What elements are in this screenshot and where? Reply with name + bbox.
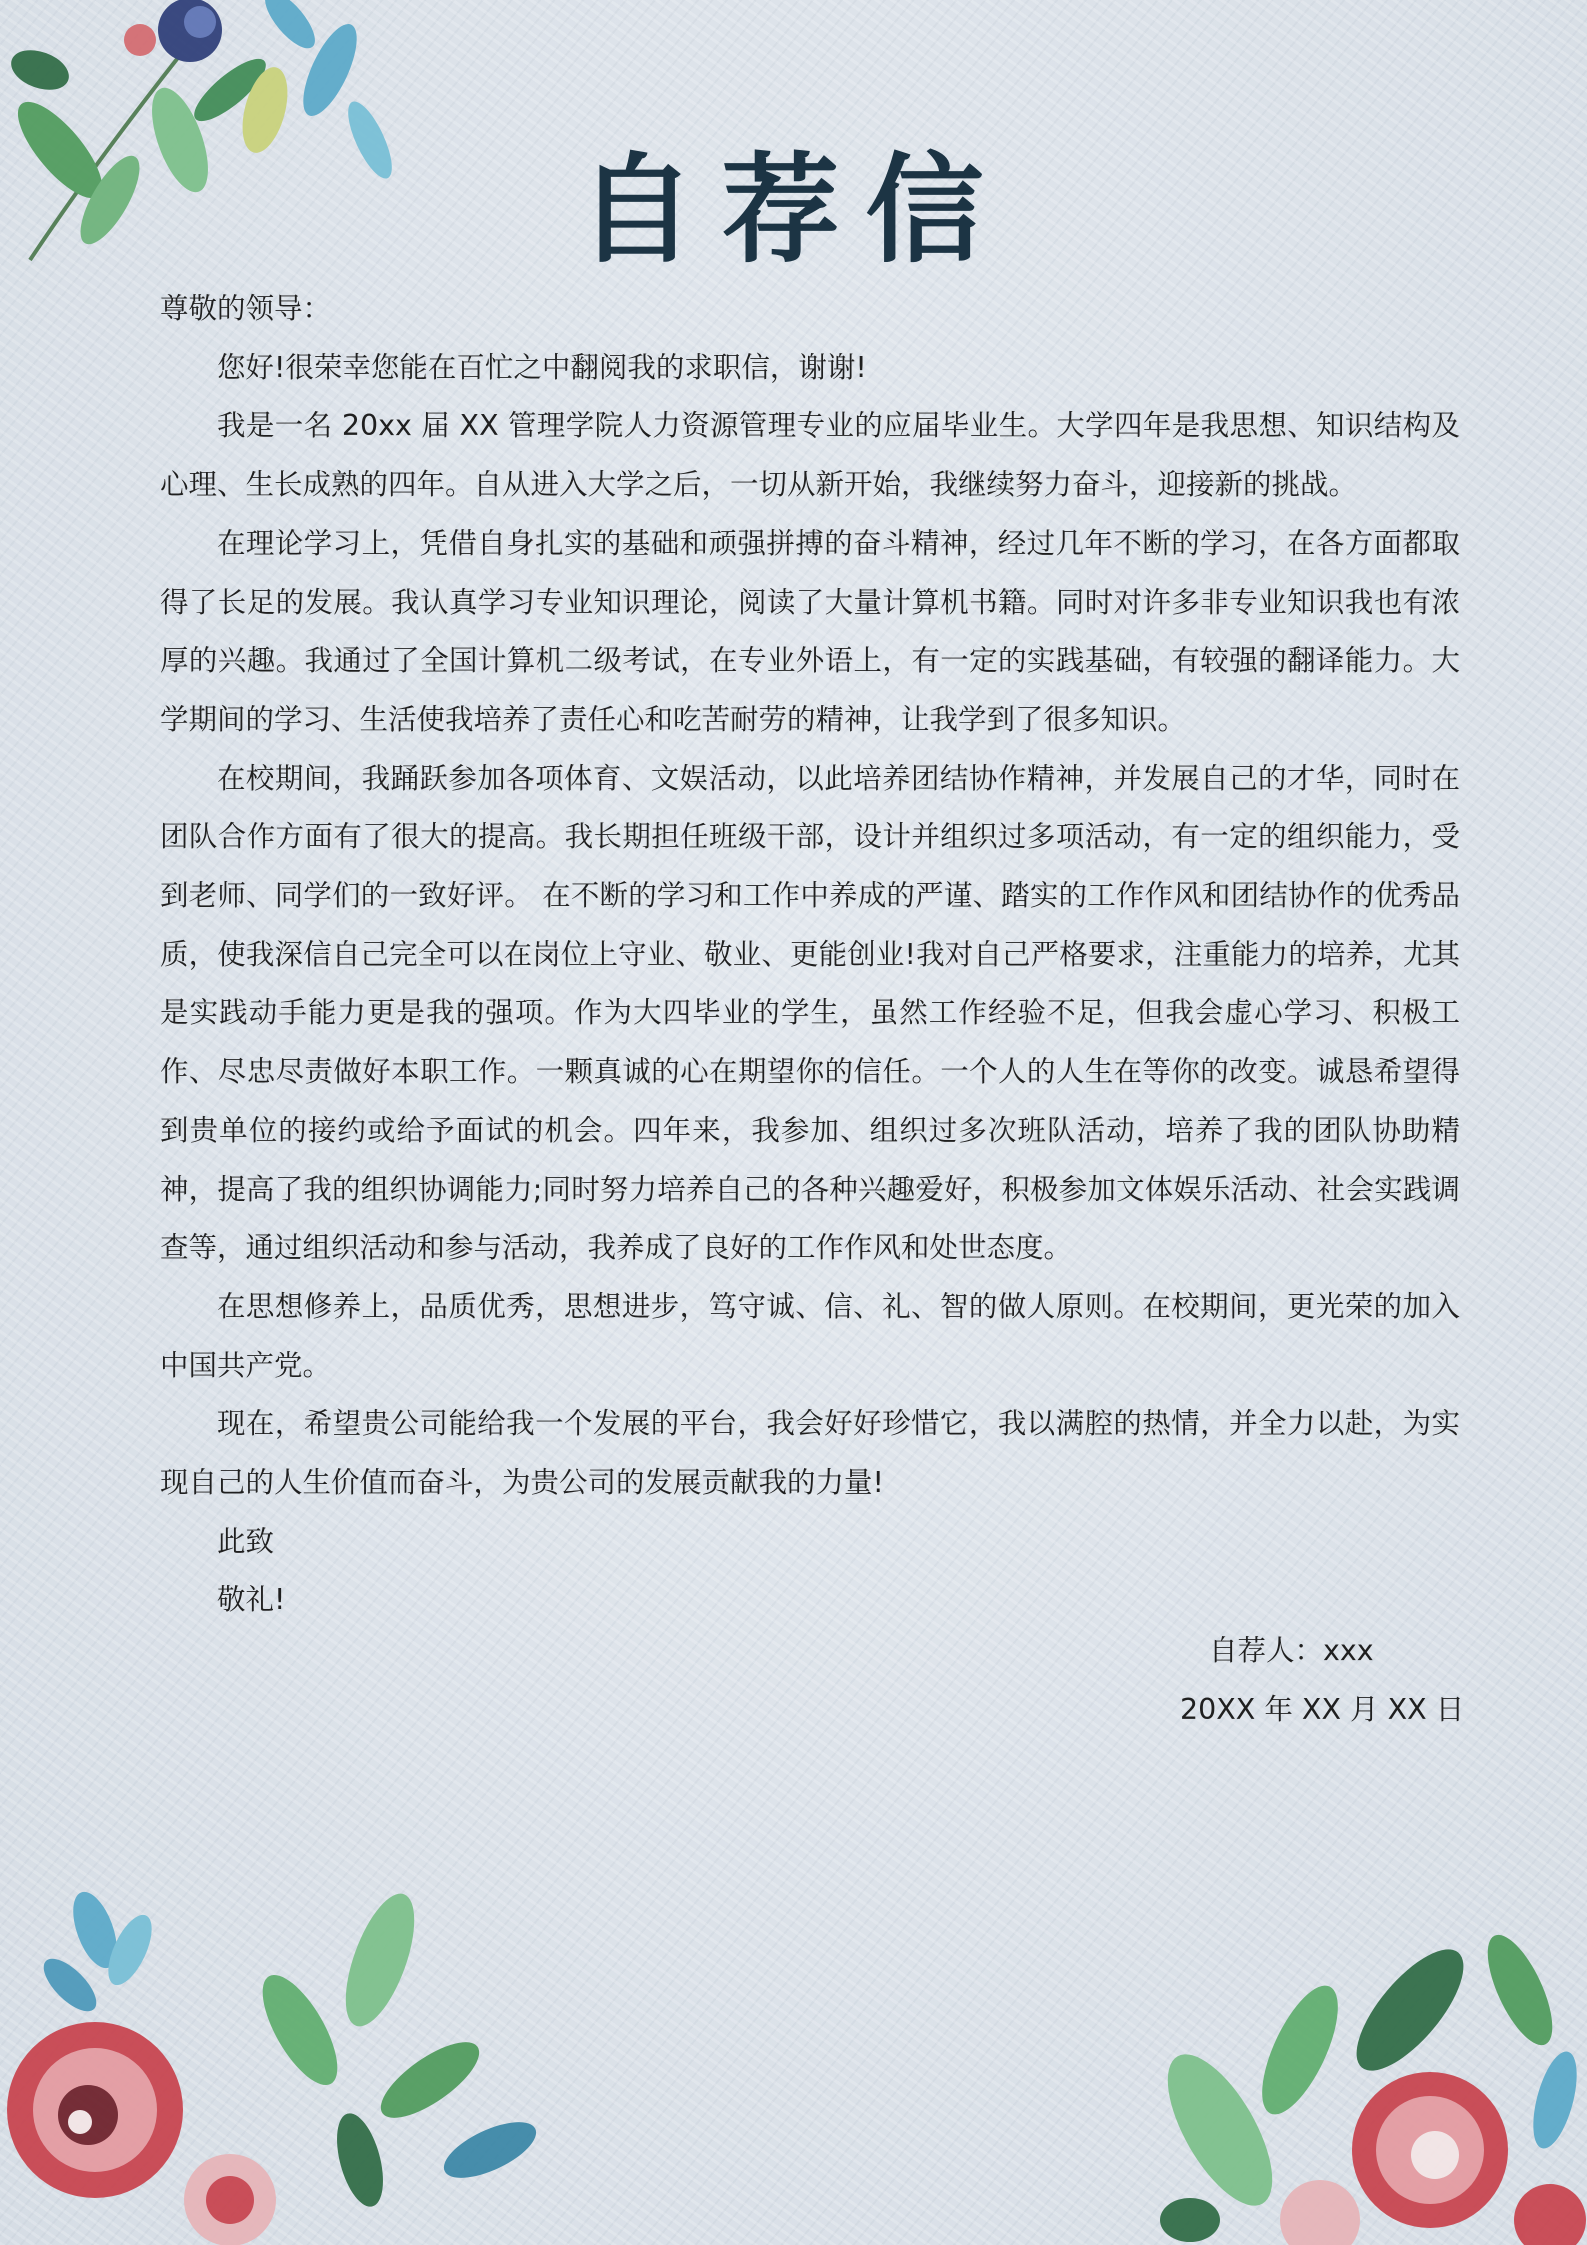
paragraph-greeting: 您好!很荣幸您能在百忙之中翻阅我的求职信，谢谢! [217, 350, 867, 384]
letter-body [160, 280, 1460, 1630]
paragraph-conclusion: 现在，希望贵公司能给我一个发展的平台，我会好好珍惜它，我以满腔的热情，并全力以赴，为实现自己的人生价值而奋斗，为贵公司的发展贡献我的力量! [160, 1407, 1460, 1500]
floral-decoration-bottom-left [0, 1890, 560, 2245]
closing-line-2: 敬礼! [217, 1583, 286, 1617]
paragraph-study: 在理论学习上，凭借自身扎实的基础和顽强拼搏的奋斗精神，经过几年不断的学习，在各方面都取得了长足的发展。我认真学习专业知识理论，阅读了大量计算机书籍。同时对许多非专业知识我也有浓厚的兴趣。我通过了全国计算机二级考试，在专业外语上，有一定的实践基础，有较强的翻译能力。大学期间的学习、生活使我培养了责任心和吃苦耐劳的精神，让我学到了很多知识。 [160, 526, 1460, 736]
closing-line-1: 此致 [217, 1524, 275, 1558]
paragraph-ideology: 在思想修养上，品质优秀，思想进步，笃守诚、信、礼、智的做人原则。在校期间，更光荣的加入中国共产党。 [160, 1289, 1460, 1382]
paragraph-intro: 我是一名 20xx 届 XX 管理学院人力资源管理专业的应届毕业生。大学四年是我思想、知识结构及心理、生长成熟的四年。自从进入大学之后，一切从新开始，我继续努力奋斗，迎接新的挑战。 [160, 409, 1460, 502]
paragraph-activities: 在校期间，我踊跃参加各项体育、文娱活动，以此培养团结协作精神，并发展自己的才华，同时在团队合作方面有了很大的提高。我长期担任班级干部，设计并组织过多项活动，有一定的组织能力，受到老师、同学们的一致好评。 在不断的学习和工作中养成的严谨、踏实的工作作风和团结协作的优秀品质，使我深信自己完全可以在岗位上守业、敬业、更能创业!我对自己严格要求，注重能力的培养，尤其是实践动手能力更是我的强项。作为大四毕业的学生，虽然工作经验不足，但我会虚心学习、积极工作、尽忠尽责做好本职工作。一颗真诚的心在期望你的信任。一个人的人生在等你的改变。诚恳希望得到贵单位的接约或给予面试的机会。四年来，我参加、组织过多次班队活动，培养了我的团队协助精神，提高了我的组织协调能力;同时努力培养自己的各种兴趣爱好，积极参加文体娱乐活动、社会实践调查等，通过组织活动和参与活动，我养成了良好的工作作风和处世态度。 [160, 761, 1460, 1265]
signature-date: 20XX 年 XX 月 XX 日 [1180, 1692, 1465, 1726]
page-title: 自荐信 [577, 140, 1010, 279]
signature-block [1180, 1622, 1480, 1739]
signature-name: 自荐人：xxx [1209, 1634, 1374, 1667]
floral-decoration-bottom-right [1110, 1930, 1587, 2245]
salutation: 尊敬的领导： [160, 292, 332, 325]
